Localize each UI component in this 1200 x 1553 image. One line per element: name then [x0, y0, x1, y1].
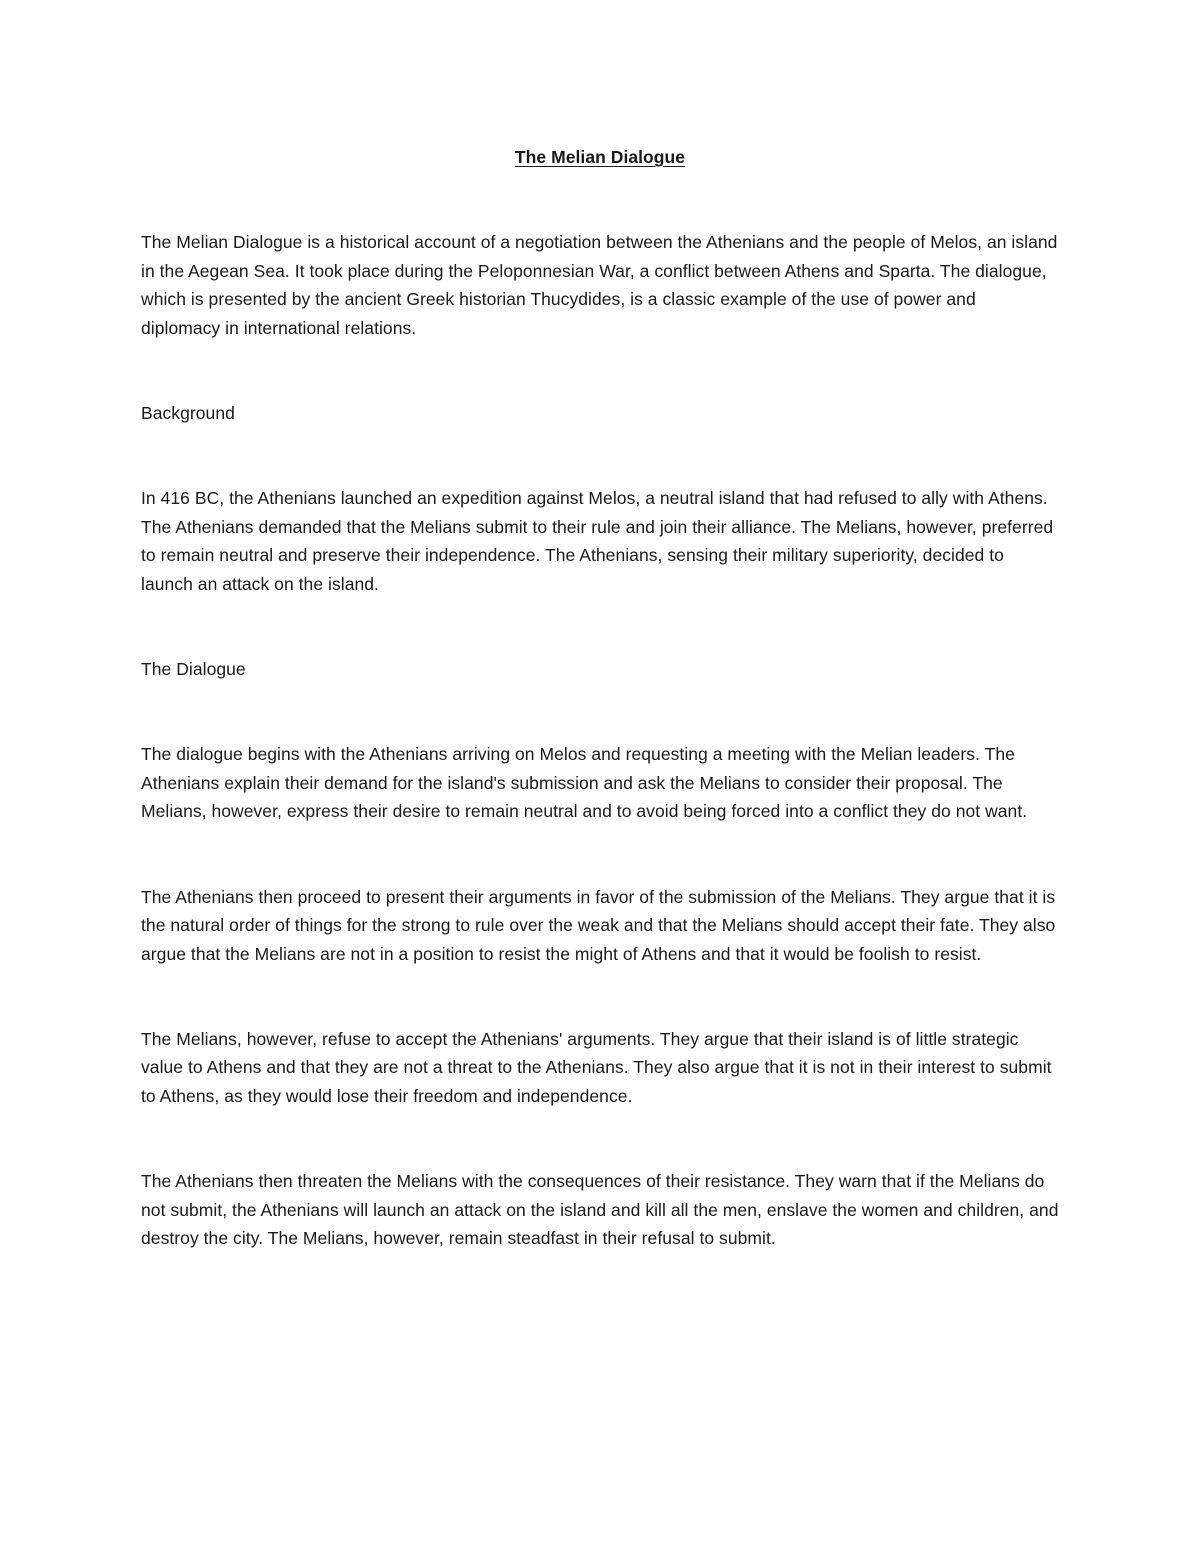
dialogue-paragraph-2: The Athenians then proceed to present their arguments in favor of the submission of the Melians. They argue that it is the natural order of things for the strong to rule over the weak and that the Melians should accept their fate. They also argue that the Melians are not in a position to resist the might of Athens and that it would be foolish to resist. [141, 886, 1056, 964]
document-title: The Melian Dialogue [514, 147, 686, 167]
background-paragraph: In 416 BC, the Athenians launched an expedition against Melos, a neutral island that had refused to ally with Athens. The Athenians demanded that the Melians submit to their rule and join their alliance. The Melians, however, preferred to remain neutral and preserve their independence. The Athenians, sensing their military superiority, decided to launch an attack on the island. [141, 488, 1054, 594]
document-body [141, 143, 1059, 1252]
section-heading-background: Background [141, 403, 235, 424]
dialogue-paragraph-3: The Melians, however, refuse to accept the Athenians' arguments. They argue that their island is of little strategic value to Athens and that they are not a threat to the Athenians. They also argue that it is not in their interest to submit to Athens, as they would lose their freedom and independence. [141, 1028, 1052, 1106]
dialogue-paragraph-4: The Athenians then threaten the Melians with the consequences of their resistance. They warn that if the Melians do not submit, the Athenians will launch an attack on the island and kill all the men, enslave the women and children, and destroy the city. The Melians, however, remain steadfast in their refusal to submit. [141, 1171, 1059, 1248]
intro-paragraph: The Melian Dialogue is a historical account of a negotiation between the Athenians and the people of Melos, an island in the Aegean Sea. It took place during the Peloponnesian War, a conflict between Athens and Sparta. The dialogue, which is presented by the ancient Greek historian Thucydides, is a classic example of the use of power and diplomacy in international relations. [141, 232, 1058, 338]
section-heading-dialogue: The Dialogue [141, 659, 246, 680]
dialogue-paragraph-1: The dialogue begins with the Athenians arriving on Melos and requesting a meeting with the Melian leaders. The Athenians explain their demand for the island's submission and ask the Melians to consider their proposal. The Melians, however, express their desire to remain neutral and to avoid being forced into a conflict they do not want. [141, 744, 1028, 822]
